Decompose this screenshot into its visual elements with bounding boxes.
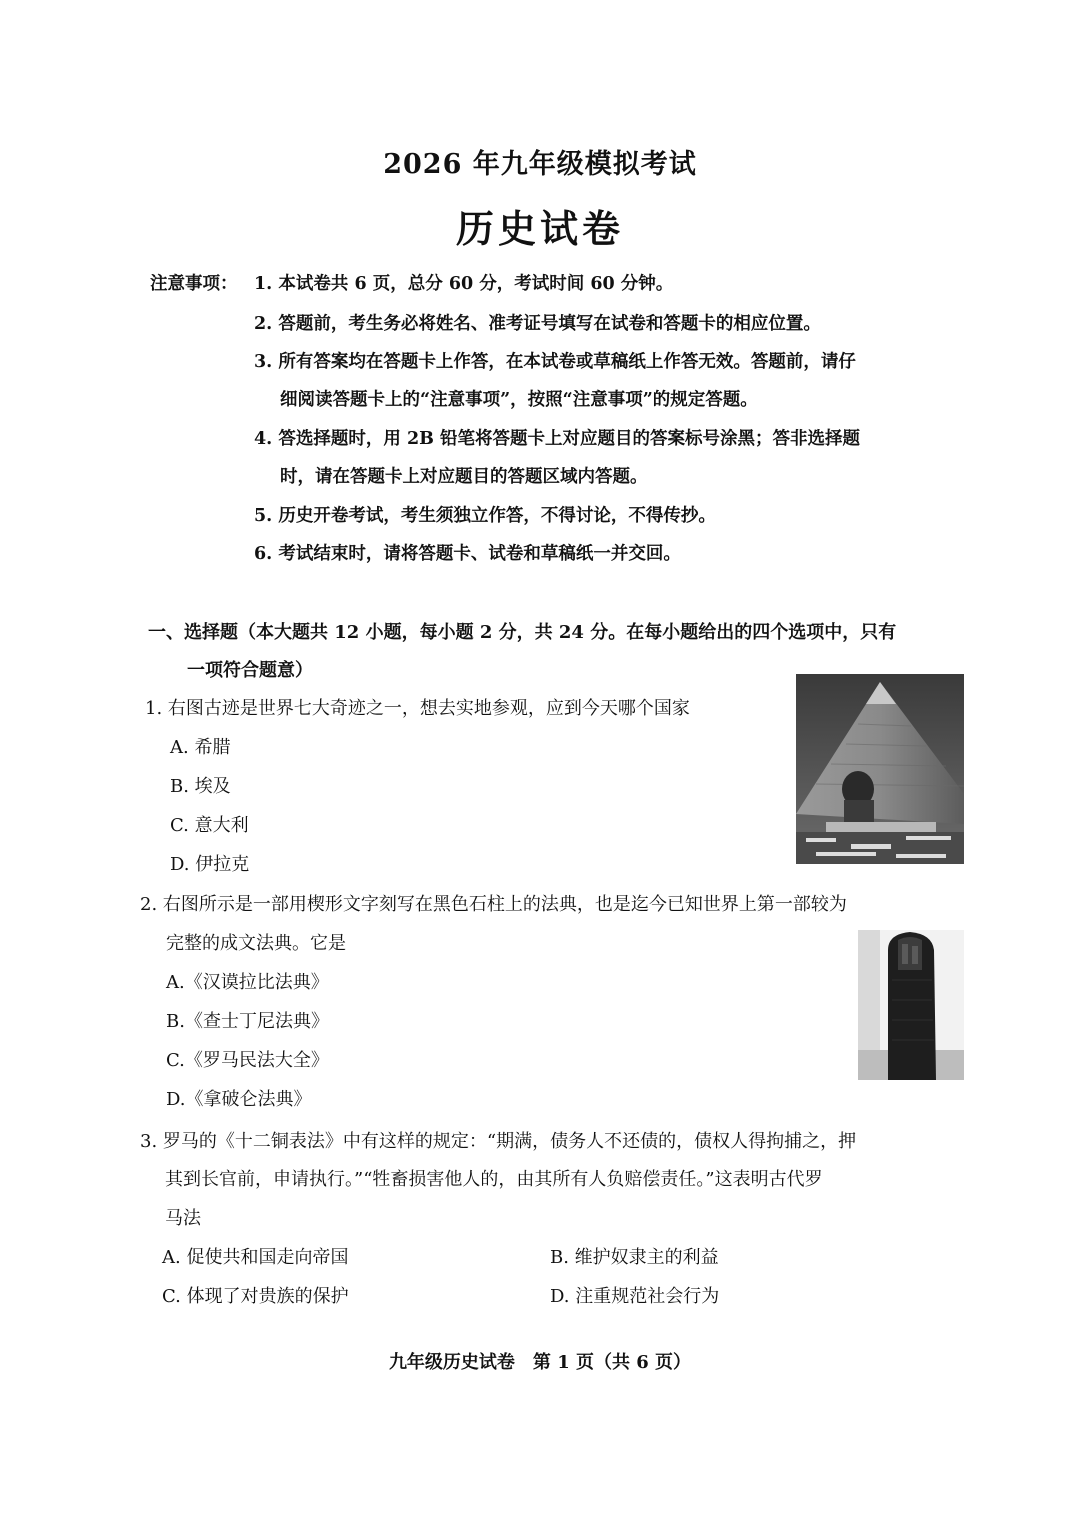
question-2-option-a: A.《汉谟拉比法典》 — [166, 972, 329, 993]
notice-line: 细阅读答题卡上的“注意事项”，按照“注意事项”的规定答题。 — [280, 390, 758, 410]
question-1-option-b: B. 埃及 — [170, 776, 231, 797]
question-3-stem-cont: 马法 — [165, 1208, 201, 1229]
notice-line: 3. 所有答案均在答题卡上作答，在本试卷或草稿纸上作答无效。答题前，请仔 — [254, 352, 856, 372]
notice-line: 时，请在答题卡上对应题目的答题区域内答题。 — [280, 467, 648, 487]
question-1-option-d: D. 伊拉克 — [170, 854, 250, 875]
hammurabi-stele-photo — [858, 930, 964, 1080]
exam-title: 2026 年九年级模拟考试 — [383, 149, 697, 180]
question-3-stem: 3. 罗马的《十二铜表法》中有这样的规定：“期满，债务人不还债的，债权人得拘捕之，押 — [140, 1131, 857, 1152]
question-1-option-a: A. 希腊 — [170, 737, 231, 758]
question-1-stem: 1. 右图古迹是世界七大奇迹之一，想去实地参观，应到今天哪个国家 — [145, 698, 690, 719]
subject-title: 历史试卷 — [455, 206, 624, 251]
notice-label: 注意事项： — [150, 274, 238, 294]
notice-line: 4. 答选择题时，用 2B 铅笔将答题卡上对应题目的答案标号涂黑；答非选择题 — [254, 429, 861, 449]
question-3-stem-cont: 其到长官前，申请执行。”“牲畜损害他人的，由其所有人负赔偿责任。”这表明古代罗 — [165, 1169, 823, 1190]
question-3-option-a: A. 促使共和国走向帝国 — [162, 1247, 349, 1268]
question-2-option-c: C.《罗马民法大全》 — [166, 1050, 329, 1071]
section-heading-cont: 一项符合题意） — [187, 660, 313, 681]
pyramid-sphinx-photo — [796, 674, 964, 864]
section-heading: 一、选择题（本大题共 12 小题，每小题 2 分，共 24 分。在每小题给出的四个选项中，只有 — [148, 622, 897, 643]
notice-line: 2. 答题前，考生务必将姓名、准考证号填写在试卷和答题卡的相应位置。 — [254, 314, 821, 334]
question-2-stem: 2. 右图所示是一部用楔形文字刻写在黑色石柱上的法典，也是迄今已知世界上第一部较为 — [140, 894, 847, 915]
page-footer: 九年级历史试卷 第 1 页（共 6 页） — [388, 1352, 692, 1373]
question-2-option-d: D.《拿破仑法典》 — [166, 1089, 312, 1110]
notice-line: 1. 本试卷共 6 页，总分 60 分，考试时间 60 分钟。 — [254, 274, 674, 294]
notice-line: 5. 历史开卷考试，考生须独立作答，不得讨论，不得传抄。 — [254, 506, 716, 526]
question-3-option-c: C. 体现了对贵族的保护 — [162, 1286, 349, 1307]
notice-line: 6. 考试结束时，请将答题卡、试卷和草稿纸一并交回。 — [254, 544, 681, 564]
question-1-option-c: C. 意大利 — [170, 815, 249, 836]
question-2-option-b: B.《查士丁尼法典》 — [166, 1011, 329, 1032]
question-2-stem-cont: 完整的成文法典。它是 — [166, 933, 346, 954]
question-3-option-b: B. 维护奴隶主的利益 — [550, 1247, 719, 1268]
question-3-option-d: D. 注重规范社会行为 — [550, 1286, 720, 1307]
